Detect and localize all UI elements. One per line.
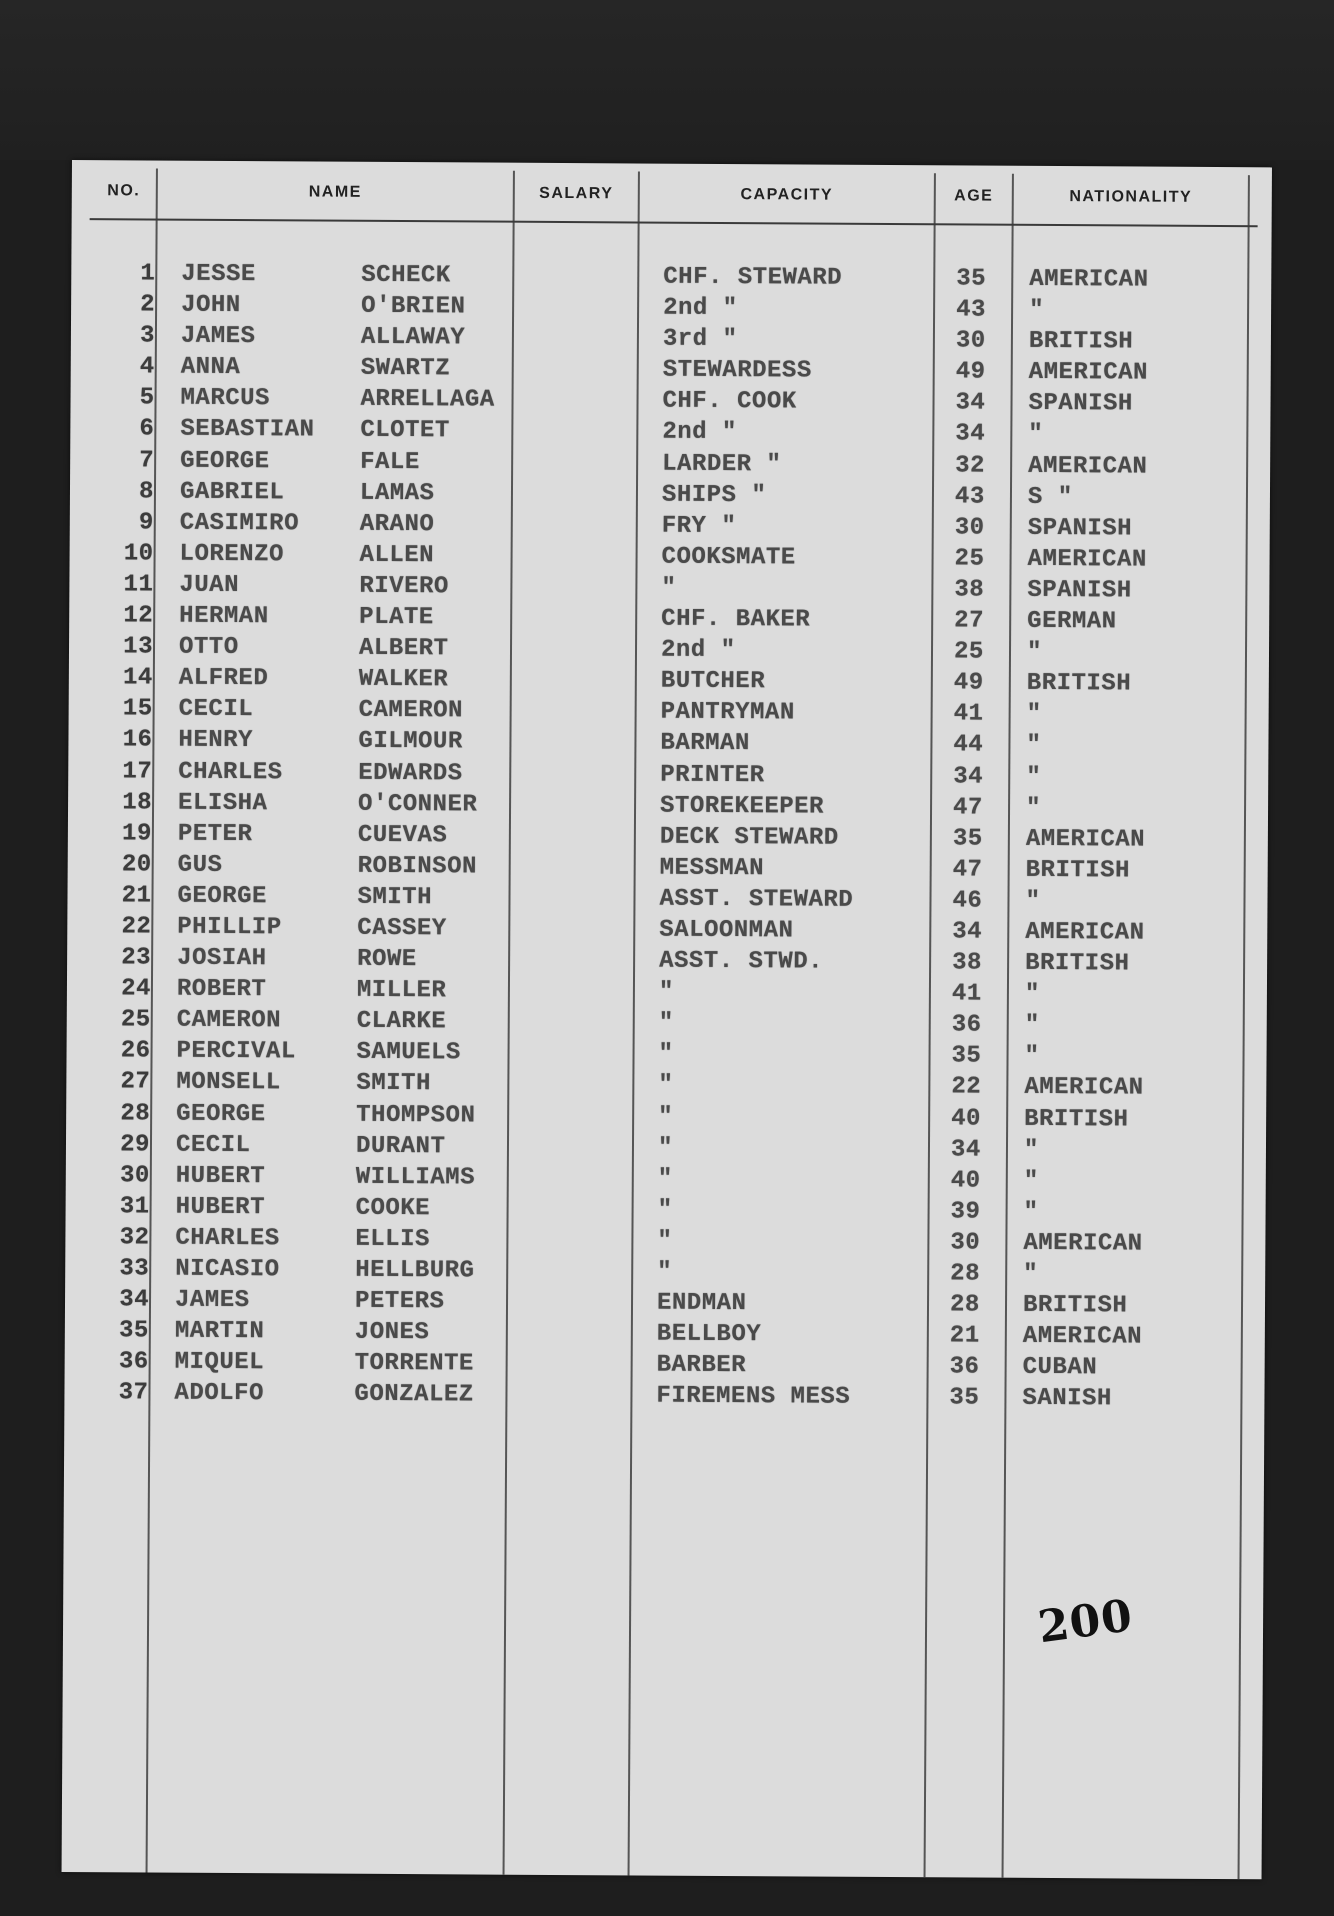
age-cell: 43 <box>954 483 985 511</box>
row-number-cell: 9 <box>138 509 154 537</box>
first-name-cell: ANNA <box>180 353 241 382</box>
row-number-cell: 29 <box>120 1130 151 1159</box>
nationality-cell: CUBAN <box>1022 1354 1098 1382</box>
capacity-cell: BARMAN <box>660 730 750 758</box>
first-name-cell: ELISHA <box>177 789 268 817</box>
capacity-cell: " <box>657 1165 673 1193</box>
nationality-cell: AMERICAN <box>1022 1323 1143 1351</box>
capacity-cell: BARBER <box>656 1351 747 1380</box>
page-number: 200 <box>1035 1590 1136 1654</box>
capacity-cell: COOKSMATE <box>661 543 796 572</box>
first-name-cell: JOSIAH <box>177 944 267 973</box>
capacity-cell: " <box>657 1258 673 1286</box>
age-cell: 38 <box>954 576 985 604</box>
nationality-cell: AMERICAN <box>1025 825 1146 854</box>
first-name-cell: HUBERT <box>175 1162 266 1190</box>
row-number-cell: 16 <box>122 726 153 754</box>
row-number-cell: 28 <box>120 1099 151 1128</box>
capacity-cell: CHF. COOK <box>662 387 797 416</box>
row-number-cell: 1 <box>140 260 156 288</box>
age-cell: 47 <box>952 856 983 884</box>
header-salary: SALARY <box>539 184 614 203</box>
first-name-cell: CHARLES <box>175 1224 280 1253</box>
first-name-cell: GEORGE <box>176 1100 266 1128</box>
last-name-cell: ARRELLAGA <box>360 386 495 414</box>
last-name-cell: O'BRIEN <box>361 292 466 321</box>
first-name-cell: CASIMIRO <box>179 509 300 538</box>
age-cell: 27 <box>954 607 985 635</box>
row-number-cell: 17 <box>122 757 153 786</box>
row-number-cell: 32 <box>119 1224 150 1252</box>
nationality-cell: S " <box>1027 483 1073 511</box>
last-name-cell: MILLER <box>356 976 447 1005</box>
age-cell: 25 <box>953 638 984 666</box>
row-number-cell: 34 <box>119 1286 150 1314</box>
capacity-cell: SALOONMAN <box>659 916 794 945</box>
row-number-cell: 24 <box>121 975 152 1003</box>
last-name-cell: SWARTZ <box>360 355 451 383</box>
last-name-cell: HELLBURG <box>355 1256 475 1285</box>
capacity-cell: 3rd " <box>662 325 738 354</box>
capacity-cell: " <box>658 1103 674 1131</box>
header-no: NO. <box>107 182 141 200</box>
nationality-cell: " <box>1024 1012 1040 1040</box>
last-name-cell: DURANT <box>355 1132 446 1160</box>
capacity-cell: FRY " <box>661 512 737 540</box>
age-cell: 44 <box>953 731 984 759</box>
nationality-cell: AMERICAN <box>1024 1074 1144 1103</box>
nationality-cell: " <box>1024 1043 1040 1071</box>
capacity-cell: " <box>657 1134 673 1162</box>
row-number-cell: 18 <box>122 788 153 817</box>
nationality-cell: AMERICAN <box>1027 545 1147 574</box>
capacity-cell: ENDMAN <box>656 1289 747 1318</box>
age-cell: 46 <box>952 887 983 915</box>
row-number-cell: 14 <box>122 664 153 692</box>
last-name-cell: SAMUELS <box>356 1039 461 1067</box>
first-name-cell: MARCUS <box>180 385 271 413</box>
nationality-cell: " <box>1026 638 1042 667</box>
scan-background <box>0 0 1334 160</box>
row-number-cell: 10 <box>123 540 154 568</box>
nationality-cell: " <box>1029 296 1045 325</box>
age-cell: 43 <box>956 296 986 324</box>
last-name-cell: PETERS <box>354 1287 445 1316</box>
last-name-cell: LAMAS <box>359 479 435 507</box>
nationality-cell: " <box>1023 1198 1039 1226</box>
row-number-cell: 19 <box>121 820 152 848</box>
row-number-cell: 4 <box>139 353 155 381</box>
age-cell: 28 <box>950 1260 981 1288</box>
capacity-cell: 2nd " <box>660 636 736 665</box>
row-number-cell: 7 <box>139 446 155 475</box>
first-name-cell: MONSELL <box>176 1069 281 1097</box>
first-name-cell: ADOLFO <box>174 1380 264 1408</box>
header-name: NAME <box>308 183 362 201</box>
age-cell: 25 <box>954 545 985 573</box>
nationality-cell: AMERICAN <box>1023 1229 1143 1258</box>
last-name-cell: EDWARDS <box>358 759 463 787</box>
crew-rows <box>64 260 1271 1418</box>
first-name-cell: CECIL <box>175 1131 251 1159</box>
first-name-cell: LORENZO <box>179 540 285 569</box>
nationality-cell: " <box>1028 421 1044 449</box>
first-name-cell: PERCIVAL <box>176 1037 296 1066</box>
age-cell: 22 <box>951 1073 982 1102</box>
nationality-cell: " <box>1023 1260 1039 1288</box>
nationality-cell: AMERICAN <box>1029 265 1149 294</box>
capacity-cell: PRINTER <box>660 761 765 789</box>
row-number-cell: 5 <box>139 384 155 412</box>
first-name-cell: CECIL <box>178 695 254 724</box>
first-name-cell: MARTIN <box>174 1317 265 1346</box>
age-cell: 34 <box>952 918 983 946</box>
age-cell: 35 <box>949 1384 980 1412</box>
capacity-cell: BUTCHER <box>660 667 766 696</box>
row-number-cell: 11 <box>123 571 154 599</box>
age-cell: 34 <box>950 1136 981 1164</box>
first-name-cell: MIQUEL <box>174 1348 265 1377</box>
first-name-cell: JUAN <box>179 571 240 599</box>
row-number-cell: 33 <box>119 1255 150 1283</box>
age-cell: 49 <box>955 358 986 386</box>
nationality-cell: " <box>1023 1167 1039 1195</box>
age-cell: 40 <box>951 1104 982 1133</box>
nationality-cell: BRITISH <box>1022 1291 1128 1320</box>
capacity-cell: " <box>661 574 677 602</box>
age-cell: 30 <box>955 327 986 355</box>
nationality-cell: SPANISH <box>1028 390 1133 418</box>
first-name-cell: HERMAN <box>179 602 269 631</box>
row-number-cell: 31 <box>119 1193 150 1221</box>
age-cell: 30 <box>950 1229 981 1257</box>
capacity-cell: BELLBOY <box>656 1320 762 1349</box>
first-name-cell: JAMES <box>180 322 256 351</box>
age-cell: 41 <box>953 700 984 728</box>
capacity-cell: " <box>658 1009 674 1037</box>
header-age: AGE <box>954 187 994 205</box>
last-name-cell: GILMOUR <box>358 728 463 756</box>
row-number-cell: 15 <box>122 695 153 723</box>
row-number-cell: 23 <box>121 944 152 972</box>
table-row <box>64 1379 1264 1417</box>
capacity-cell: " <box>657 1227 673 1255</box>
nationality-cell: " <box>1023 1136 1039 1164</box>
row-number-cell: 30 <box>119 1162 150 1190</box>
age-cell: 40 <box>950 1167 981 1195</box>
nationality-cell: AMERICAN <box>1028 359 1149 387</box>
age-cell: 35 <box>952 825 983 853</box>
first-name-cell: CHARLES <box>178 758 283 786</box>
last-name-cell: WILLIAMS <box>355 1163 476 1192</box>
last-name-cell: ALBERT <box>358 634 449 663</box>
last-name-cell: ARANO <box>359 510 435 538</box>
first-name-cell: PHILLIP <box>177 913 282 942</box>
last-name-cell: JONES <box>354 1318 430 1347</box>
first-name-cell: ALFRED <box>178 664 269 693</box>
nationality-cell: AMERICAN <box>1028 452 1148 481</box>
last-name-cell: ALLEN <box>359 541 435 570</box>
row-number-cell: 8 <box>138 478 155 506</box>
crew-list-page <box>62 160 1272 1879</box>
capacity-cell: DECK STEWARD <box>659 823 839 852</box>
age-cell: 47 <box>952 793 983 822</box>
last-name-cell: SMITH <box>356 1070 431 1098</box>
first-name-cell: OTTO <box>178 633 239 662</box>
capacity-cell: MESSMAN <box>659 854 765 883</box>
capacity-cell: STOREKEEPER <box>659 792 825 821</box>
last-name-cell: CLOTET <box>360 417 450 445</box>
nationality-cell: " <box>1026 763 1042 791</box>
nationality-cell: BRITISH <box>1026 670 1132 698</box>
row-number-cell: 26 <box>120 1037 151 1065</box>
last-name-cell: ROWE <box>357 945 417 974</box>
capacity-cell: ASST. STEWARD <box>659 885 854 914</box>
nationality-cell: AMERICAN <box>1025 918 1145 947</box>
row-number-cell: 21 <box>121 882 152 910</box>
first-name-cell: JESSE <box>181 260 256 289</box>
header-capacity: CAPACITY <box>740 186 834 204</box>
first-name-cell: GUS <box>177 851 223 879</box>
row-number-cell: 36 <box>118 1348 149 1376</box>
age-cell: 41 <box>951 980 982 1008</box>
capacity-cell: FIREMENS MESS <box>656 1382 851 1412</box>
row-number-cell: 25 <box>120 1006 151 1034</box>
last-name-cell: SCHECK <box>361 261 451 290</box>
last-name-cell: PLATE <box>359 603 434 632</box>
last-name-cell: ELLIS <box>355 1225 431 1254</box>
age-cell: 34 <box>955 389 986 417</box>
capacity-cell: 2nd " <box>663 294 738 323</box>
first-name-cell: GABRIEL <box>179 478 285 506</box>
nationality-cell: GERMAN <box>1027 607 1117 636</box>
first-name-cell: NICASIO <box>175 1255 280 1284</box>
nationality-cell: BRITISH <box>1028 328 1134 356</box>
row-number-cell: 22 <box>121 913 152 941</box>
nationality-cell: SPANISH <box>1027 514 1133 543</box>
row-number-cell: 12 <box>123 602 154 630</box>
row-number-cell: 35 <box>118 1317 149 1345</box>
last-name-cell: COOKE <box>355 1194 431 1223</box>
last-name-cell: WALKER <box>358 665 449 694</box>
last-name-cell: ALLAWAY <box>360 323 466 352</box>
last-name-cell: TORRENTE <box>354 1350 474 1378</box>
nationality-cell: " <box>1026 732 1042 760</box>
row-number-cell: 13 <box>123 633 154 661</box>
header-nationality: NATIONALITY <box>1069 188 1193 206</box>
first-name-cell: SEBASTIAN <box>180 416 315 444</box>
row-number-cell: 20 <box>121 851 152 879</box>
capacity-cell: ASST. STWD. <box>659 947 824 976</box>
age-cell: 35 <box>951 1042 982 1070</box>
age-cell: 38 <box>952 949 983 977</box>
nationality-cell: " <box>1026 701 1042 729</box>
capacity-cell: CHF. BAKER <box>661 605 811 634</box>
last-name-cell: CUEVAS <box>357 821 448 849</box>
age-cell: 28 <box>949 1291 980 1319</box>
capacity-cell: " <box>657 1196 673 1224</box>
row-number-cell: 6 <box>139 415 155 443</box>
row-number-cell: 27 <box>120 1068 151 1096</box>
nationality-cell: BRITISH <box>1025 949 1130 978</box>
capacity-cell: " <box>658 1072 674 1100</box>
age-cell: 36 <box>949 1353 980 1381</box>
age-cell: 34 <box>953 762 984 791</box>
nationality-cell: BRITISH <box>1025 856 1131 885</box>
last-name-cell: GONZALEZ <box>354 1381 474 1409</box>
nationality-cell: BRITISH <box>1024 1105 1129 1134</box>
capacity-cell: 2nd " <box>662 419 737 447</box>
age-cell: 36 <box>951 1011 982 1039</box>
capacity-cell: STEWARDESS <box>662 356 812 385</box>
nationality-cell: " <box>1025 887 1041 915</box>
age-cell: 39 <box>950 1198 981 1226</box>
first-name-cell: ROBERT <box>176 975 267 1004</box>
first-name-cell: GEORGE <box>180 447 270 475</box>
nationality-cell: " <box>1025 794 1042 822</box>
age-cell: 35 <box>956 265 987 293</box>
capacity-cell: CHF. STEWARD <box>663 263 843 292</box>
first-name-cell: GEORGE <box>177 882 268 911</box>
first-name-cell: PETER <box>177 820 253 848</box>
capacity-cell: LARDER " <box>662 450 782 478</box>
row-number-cell: 3 <box>139 322 156 350</box>
last-name-cell: FALE <box>360 448 420 476</box>
capacity-cell: " <box>658 978 674 1006</box>
first-name-cell: HENRY <box>178 727 254 755</box>
nationality-cell: SPANISH <box>1027 576 1132 605</box>
nationality-cell: SANISH <box>1022 1385 1112 1413</box>
row-number-cell: 2 <box>140 291 156 319</box>
last-name-cell: RIVERO <box>359 572 449 601</box>
last-name-cell: CASSEY <box>357 914 447 943</box>
last-name-cell: O'CONNER <box>357 790 478 819</box>
first-name-cell: CAMERON <box>176 1006 282 1035</box>
nationality-cell: " <box>1024 980 1040 1009</box>
capacity-cell: " <box>658 1040 674 1069</box>
last-name-cell: SMITH <box>357 883 433 912</box>
first-name-cell: JAMES <box>174 1286 250 1315</box>
age-cell: 34 <box>955 420 986 449</box>
age-cell: 49 <box>953 669 984 697</box>
row-number-cell: 37 <box>118 1379 149 1407</box>
age-cell: 32 <box>955 451 986 480</box>
capacity-cell: PANTRYMAN <box>660 698 795 727</box>
last-name-cell: ROBINSON <box>357 852 477 881</box>
first-name-cell: HUBERT <box>175 1193 266 1222</box>
header-rule <box>90 218 1258 227</box>
first-name-cell: JOHN <box>181 291 241 320</box>
age-cell: 30 <box>954 514 985 542</box>
capacity-cell: SHIPS " <box>661 481 767 509</box>
last-name-cell: CLARKE <box>356 1008 447 1036</box>
age-cell: 21 <box>949 1322 980 1350</box>
last-name-cell: CAMERON <box>358 697 464 725</box>
last-name-cell: THOMPSON <box>356 1101 476 1130</box>
